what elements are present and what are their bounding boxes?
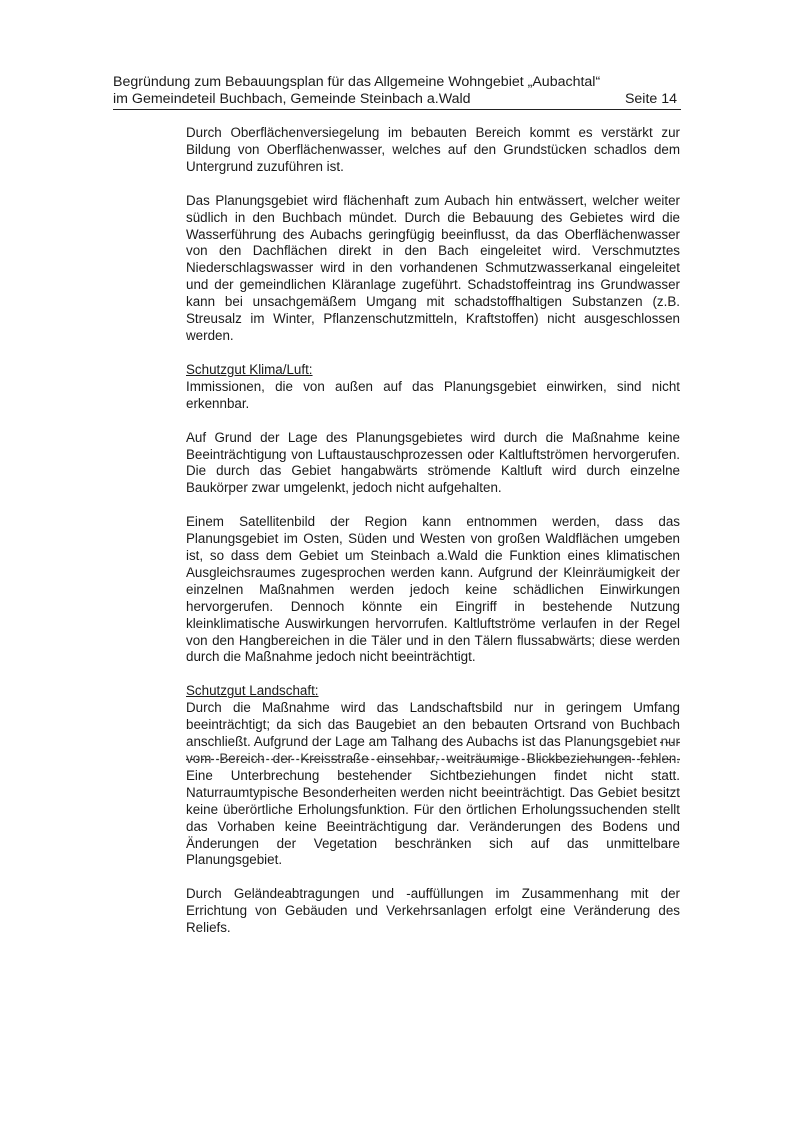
paragraph-relief: Durch Geländeabtragungen und -auffüllungen im Zusammenhang mit der Errichtung von Gebäuden und Verkehrsanlagen erfolgt eine Veränderung des Reliefs. [186, 886, 680, 936]
page-body [186, 125, 680, 954]
page-header [113, 74, 681, 110]
header-subtitle-line [113, 91, 681, 108]
document-subtitle: im Gemeindeteil Buchbach, Gemeinde Steinbach a.Wald [113, 91, 471, 107]
section-heading-landschaft: Schutzgut Landschaft: [186, 683, 319, 699]
landschaft-text-part2: Eine Unterbrechung bestehender Sichtbeziehungen findet nicht statt. Naturraumtypische Besonderheiten werden nicht beeinträchtigt. Das Gebiet besitzt keine überörtliche Erholungsfunktion. Für den örtlichen Erholungssuchenden stellt das Vorhaben keine Beeinträchtigung dar. Veränderungen des Bodens und Änderungen der Vegetation beschränken sich auf das unmittelbare Planungsgebiet. [186, 767, 680, 868]
page-number: Seite 14 [624, 91, 677, 107]
paragraph-oberflaechenwasser: Durch Oberflächenversiegelung im bebauten Bereich kommt es verstärkt zur Bildung von Oberflächenwasser, welches auf den Grundstücken schadlos dem Untergrund zuzuführen ist. [186, 125, 680, 174]
paragraph-luftaustausch: Auf Grund der Lage des Planungsgebietes wird durch die Maßnahme keine Beeinträchtigung von Luftaustauschprozessen oder Kaltluftströmen hervorgerufen. Die durch das Gebiet hangabwärts strömende Kaltluft wird durch einzelne Baukörper zwar umgelenkt, jedoch nicht aufgehalten. [186, 429, 680, 496]
header-title-line [113, 74, 681, 91]
paragraph-satellitenbild: Einem Satellitenbild der Region kann entnommen werden, dass das Planungsgebiet im Osten, Süden und Westen von großen Waldflächen umgeben ist, so dass dem Gebiet um Steinbach a.Wald die Funktion eines klimatischen Ausgleichsraumes zugesprochen werden kann. Aufgrund der Kleinräumigkeit der einzelnen Maßnahmen werden jedoch keine schädlichen Einwirkungen hervorgerufen. Dennoch könnte ein Eingriff in bestehende Nutzung kleinklimatische Auswirkungen hervorrufen. Kaltluftströme verlaufen in der Regel von den Hangbereichen in die Täler und in den Tälern flussabwärts; diese werden durch die Maßnahme jedoch nicht beeinträchtigt. [186, 514, 680, 665]
section-heading-klima-luft: Schutzgut Klima/Luft: [186, 361, 313, 377]
struck-through-text: nur vom Bereich der Kreisstraße einsehbar, weiträumige Blickbeziehungen fehlen. [186, 734, 680, 766]
paragraph-landschaftsbild [186, 700, 680, 869]
landschaft-text-part1: Durch die Maßnahme wird das Landschaftsbild nur in geringem Umfang beeinträchtigt; da sich das Baugebiet an den bebauten Ortsrand von Buchbach anschließt. Aufgrund der Lage am Talhang des Aubachs ist das Planungsgebiet [186, 700, 680, 750]
document-title: Begründung zum Bebauungsplan für das Allgemeine Wohngebiet „Aubachtal“ [113, 74, 601, 90]
paragraph-immissionen: Immissionen, die von außen auf das Planungsgebiet einwirken, sind nicht erkennbar. [186, 378, 680, 411]
paragraph-entwaesserung: Das Planungsgebiet wird flächenhaft zum Aubach hin entwässert, welcher weiter südlich in den Buchbach mündet. Durch die Bebauung des Gebietes wird die Wasserführung des Aubachs geringfügig beeinflusst, da das Oberflächenwasser von den Dachflächen direkt in den Bach eingeleitet wird. Verschmutztes Niederschlagswasser wird in den vorhandenen Schmutzwasserkanal eingeleitet und der gemeindlichen Kläranlage zugeführt. Schadstoffeintrag ins Grundwasser kann bei unsachgemäßem Umgang mit schadstoffhaltigen Substanzen (z.B. Streusalz im Winter, Pflanzenschutzmitteln, Kraftstoffen) nicht ausgeschlossen werden. [186, 192, 680, 343]
